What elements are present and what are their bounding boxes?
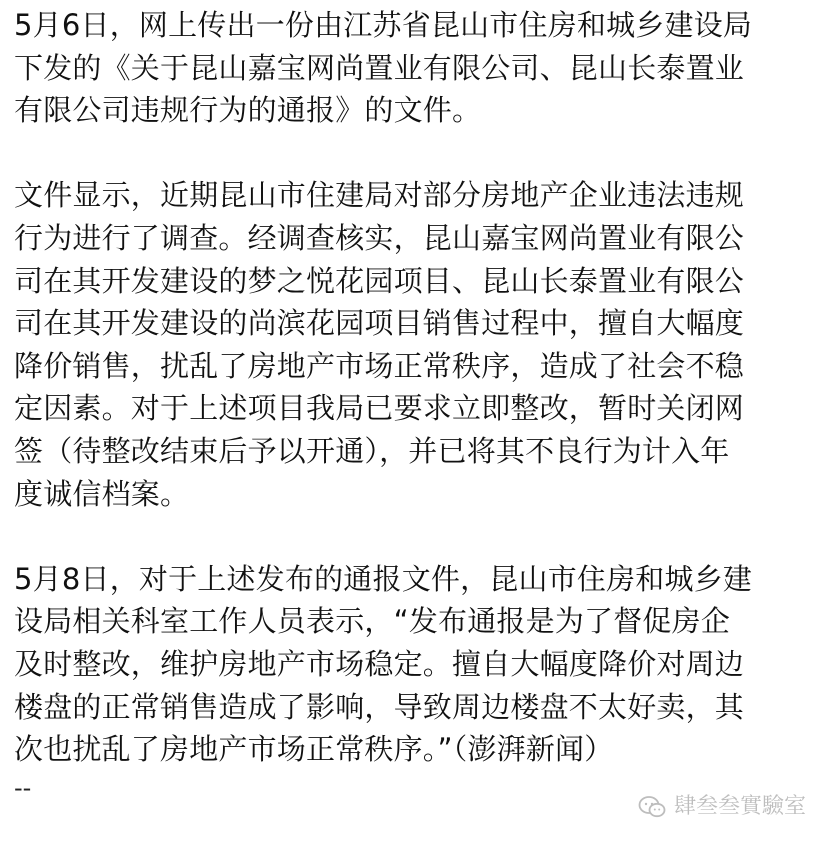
text-line: 5月6日，网上传出一份由江苏省昆山市住房和城乡建设局 [14,8,753,42]
text-line: 次也扰乱了房地产市场正常秩序。”（澎湃新闻） [14,732,614,767]
text-line: 有限公司违规行为的通报》的文件。 [14,93,482,128]
text-line: 下发的《关于昆山嘉宝网尚置业有限公司、昆山长泰置业 [14,50,745,85]
text-line: 楼盘的正常销售造成了影响，导致周边楼盘不太好卖，其 [14,689,745,724]
separator: -- [14,773,32,802]
text-line: 降价销售，扰乱了房地产市场正常秩序，造成了社会不稳 [14,348,745,383]
text-line: 司在其开发建设的梦之悦花园项目、昆山长泰置业有限公 [14,263,745,298]
text-line: 司在其开发建设的尚滨花园项目销售过程中，擅自大幅度 [14,306,745,341]
paragraph-1 [14,4,824,132]
paragraph-gap [14,515,824,558]
text-line: 设局相关科室工作人员表示，“发布通报是为了督促房企 [14,604,731,639]
watermark [632,792,806,822]
text-line: 行为进行了调查。经调查核实，昆山嘉宝网尚置业有限公 [14,220,745,255]
text-line: 签（待整改结束后予以开通），并已将其不良行为计入年 [14,433,730,468]
wechat-icon [638,795,666,819]
paragraph-gap [14,132,824,175]
paragraph-3 [14,558,824,771]
text-line: 定因素。对于上述项目我局已要求立即整改，暂时关闭网 [14,391,745,426]
article-body [14,4,824,803]
paragraph-2 [14,174,824,515]
watermark-text: 肆叁叁實驗室 [673,794,806,819]
text-line: 文件显示，近期昆山市住建局对部分房地产企业违法违规 [14,178,745,213]
text-line: 5月8日，对于上述发布的通报文件，昆山市住房和城乡建 [14,561,753,596]
text-line: 及时整改，维护房地产市场稳定。擅自大幅度降价对周边 [14,646,745,681]
text-line: 度诚信档案。 [14,476,190,511]
